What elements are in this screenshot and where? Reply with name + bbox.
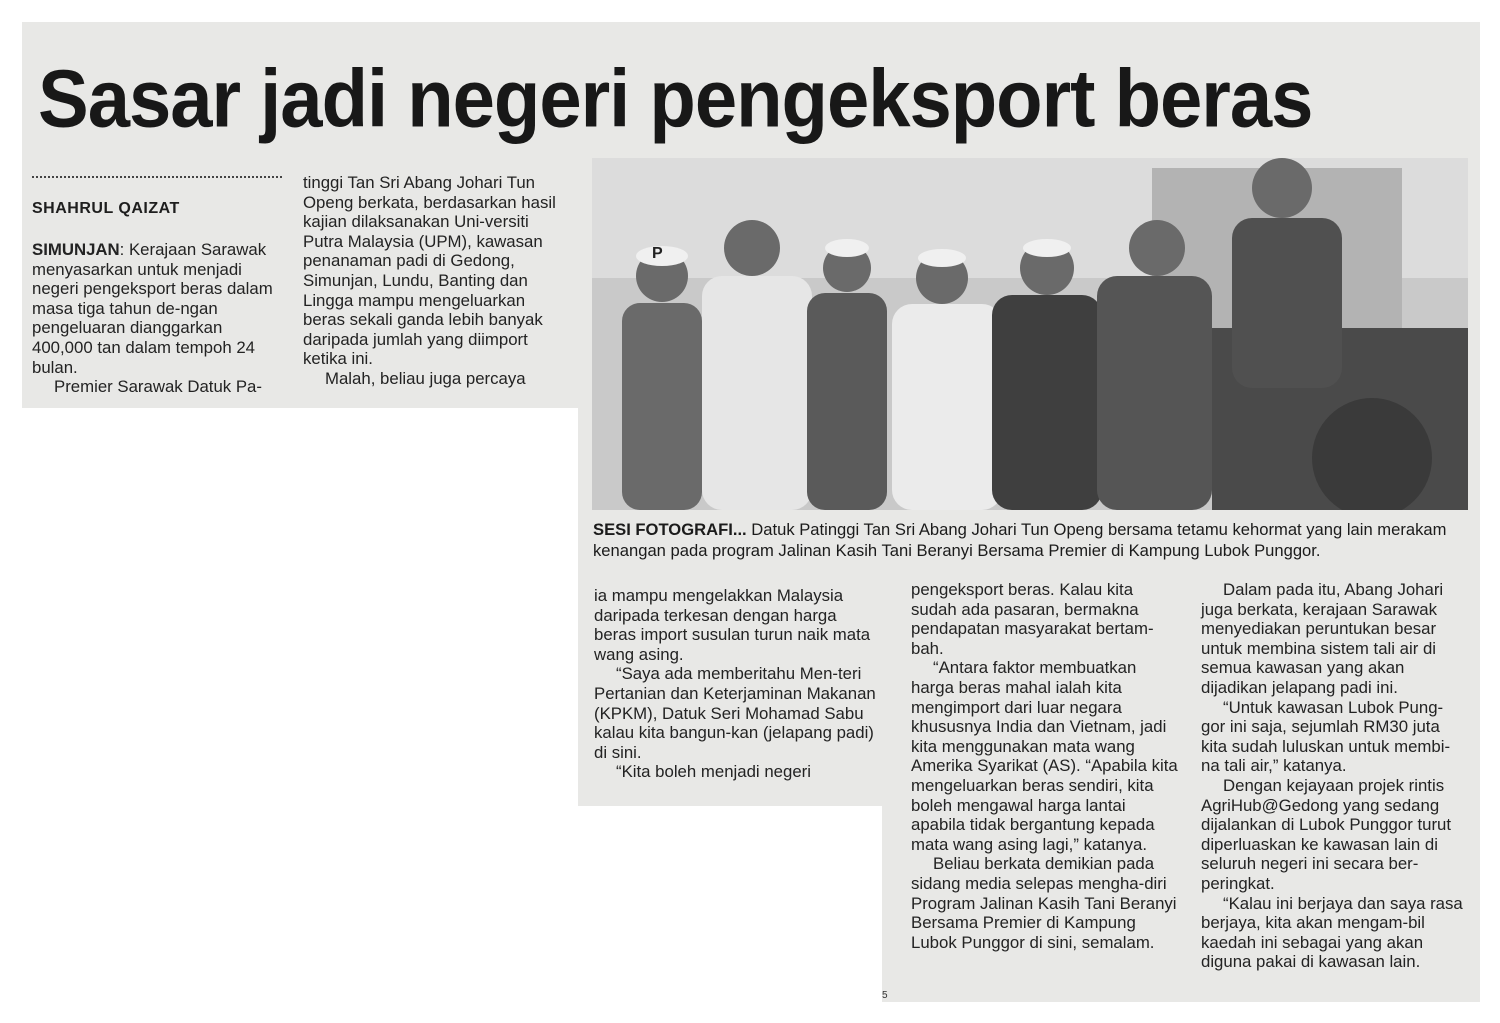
article-byline: SHAHRUL QAIZAT: [32, 200, 180, 217]
paragraph: Beliau berkata demikian pada sidang media selepas mengha-diri Program Jalinan Kasih Tani Beranyi Bersama Premier di Kampung Lubok Punggor di sini, semalam.: [911, 854, 1177, 952]
lead-paragraph: [32, 240, 284, 377]
news-photo: [592, 158, 1468, 510]
caption-label: SESI FOTOGRAFI...: [593, 520, 747, 539]
news-photo-illustration: [592, 158, 1468, 510]
article-column-1: [32, 240, 284, 397]
photo-caption: [593, 519, 1468, 561]
dateline: SIMUNJAN: [32, 240, 120, 259]
paragraph: Premier Sarawak Datuk Pa-: [54, 377, 262, 397]
paragraph: “Kita boleh menjadi negeri: [616, 762, 811, 782]
byline-divider: [32, 176, 282, 178]
paragraph: “Saya ada memberitahu Men-teri Pertanian dan Keterjaminan Makanan (KPKM), Datuk Seri Mohamad Sabu kalau kita bangun-kan (jelapang padi) di sini.: [594, 664, 876, 762]
paragraph: pengeksport beras. Kalau kita sudah ada pasaran, bermakna pendapatan masyarakat bertam-bah.: [911, 580, 1154, 658]
paragraph: “Antara faktor membuatkan harga beras mahal ialah kita mengimport dari luar negara khususnya India dan Vietnam, jadi kita menggunakan mata wang Amerika Syarikat (AS). “Apabila kita mengeluarkan beras sendiri, kita boleh mengawal harga lantai apabila tidak bergantung kepada mata wang asing lagi,” katanya.: [911, 658, 1178, 854]
page-mark: 5: [882, 990, 888, 1001]
paragraph: Dengan kejayaan projek rintis AgriHub@Gedong yang sedang dijalankan di Lubok Punggor turut diperluaskan ke kawasan lain di seluruh negeri ini secara ber-peringkat.: [1201, 775, 1452, 893]
lead-text: : Kerajaan Sarawak menyasarkan untuk menjadi negeri pengeksport beras dalam masa tiga tahun de-ngan pengeluaran dianggarkan 400,000 tan dalam tempoh 24 bulan.: [32, 240, 273, 377]
caption-text: Datuk Patinggi Tan Sri Abang Johari Tun Openg bersama tetamu kehormat yang lain merakam kenangan pada program Jalinan Kasih Tani Beranyi Bersama Premier di Kampung Lubok Punggor.: [593, 520, 1447, 560]
paragraph: Malah, beliau juga percaya: [325, 368, 526, 388]
paragraph: “Kalau ini berjaya dan saya rasa berjaya, kita akan mengam-bil kaedah ini sebagai yang akan diguna pakai di kawasan lain.: [1201, 893, 1463, 972]
article-headline: Sasar jadi negeri pengeksport beras: [38, 52, 1313, 145]
paragraph: tinggi Tan Sri Abang Johari Tun Openg berkata, berdasarkan hasil kajian dilaksanakan Uni-versiti Putra Malaysia (UPM), kawasan penanaman padi di Gedong, Simunjan, Lundu, Banting dan Lingga mampu mengeluarkan beras sekali ganda lebih banyak daripada jumlah yang diimport ketika ini.: [303, 173, 556, 369]
paragraph: “Untuk kawasan Lubok Pung-gor ini saja, sejumlah RM30 juta kita sudah luluskan untuk membi-na tali air,” katanya.: [1201, 697, 1451, 776]
paragraph: Dalam pada itu, Abang Johari juga berkata, kerajaan Sarawak menyediakan peruntukan besar untuk membina sistem tali air di semua kawasan yang akan dijadikan jelapang padi ini.: [1201, 580, 1444, 697]
article-column-5: [1201, 580, 1463, 972]
article-column-3: [594, 586, 879, 782]
paragraph: ia mampu mengelakkan Malaysia daripada terkesan dengan harga beras import susulan turun naik mata wang asing.: [594, 586, 871, 664]
cap-letter: P: [652, 245, 663, 262]
article-column-4: [911, 580, 1179, 952]
article-column-2: [303, 173, 563, 389]
